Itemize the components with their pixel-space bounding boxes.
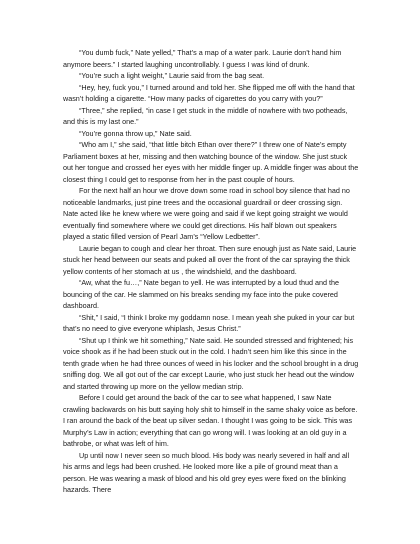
paragraph: For the next half an hour we drove down some road in school boy silence that had no noticeable landmarks, just pine trees and the occasional guardrail or deer crossing sign. Nate acted like he knew where we were going and said if we kept going straight we would eventually find somewhere where we could get directions. His half blown out speakers played a static filled version of Pearl Jam’s “Yellow Ledbetter”. (63, 186, 350, 241)
paragraph: Up until now I never seen so much blood. His body was nearly severed in half and all his arms and legs had been crushed. He looked more like a pile of ground meat than a person. He was wearing a mask of blood and his old grey eyes were fixed on the blinking hazards. There (63, 450, 350, 494)
paragraph: “Who am I,” she said, “that little bitch Ethan over there?” I threw one of Nate’s empty Parliament boxes at her, missing and then watching bounce of the window. She just stuck out her tongue and crossed her eyes with her middle finger up. A middle finger was about the closest thing I could get to response from her in the past couple of hours. (63, 140, 359, 184)
paragraph: Laurie began to cough and clear her throat. Then sure enough just as Nate said, Laurie stuck her head between our seats and puked all over the front of the car spraying the thick yellow contents of her stomach at us , the windshield, and the dashboard. (63, 243, 357, 276)
paragraph: “Aw, what the fu…,” Nate began to yell. He was interrupted by a loud thud and the bouncing of the car. He slammed on his breaks sending my face into the puke covered dashboard. (63, 278, 339, 310)
paragraph: “You dumb fuck,” Nate yelled,” That’s a map of a water park. Laurie don’t hand him anymore beers.” I started laughing uncontrollably. I guess I was kind of drunk. (63, 48, 342, 69)
paragraph: Before I could get around the back of the car to see what happened, I saw Nate crawling backwards on his butt saying holy shit to himself in the same shaky voice as before. I ran around the back of the beat up silver sedan. I thought I was going to be sick. This was Murphy’s Law in action; everything that can go wrong will. I was looking at an old guy in a bathrobe, or what was left of him. (63, 393, 358, 448)
paragraph: “Hey, hey, fuck you,” I turned around and told her. She flipped me off with the hand that wasn’t holding a cigarette. “How many packs of cigarettes do you carry with you?” (63, 82, 355, 103)
paragraph: “You’re gonna throw up,” Nate said. (79, 128, 192, 138)
story-body (63, 47, 359, 496)
paragraph: “You’re such a light weight,” Laurie said from the bag seat. (79, 71, 265, 80)
paragraph: “Three,” she replied, “in case I get stuck in the middle of nowhere with two potheads, and this is my last one.” (63, 105, 348, 126)
paragraph: “Shut up I think we hit something,” Nate said. He sounded stressed and frightened; his voice shook as if he had been stuck out in the cold. I hadn’t seen him like this since in the tenth grade when he had three ounces of weed in his locker and the school brought in a drug sniffing dog. We all got out of the car except Laurie, who just stuck her head out the window and started throwing up more on the yellow median strip. (63, 335, 359, 391)
paragraph: “Shit,” I said, “I think I broke my goddamn nose. I mean yeah she puked in your car but that’s no need to give everyone whiplash, Jesus Christ.” (63, 312, 355, 333)
